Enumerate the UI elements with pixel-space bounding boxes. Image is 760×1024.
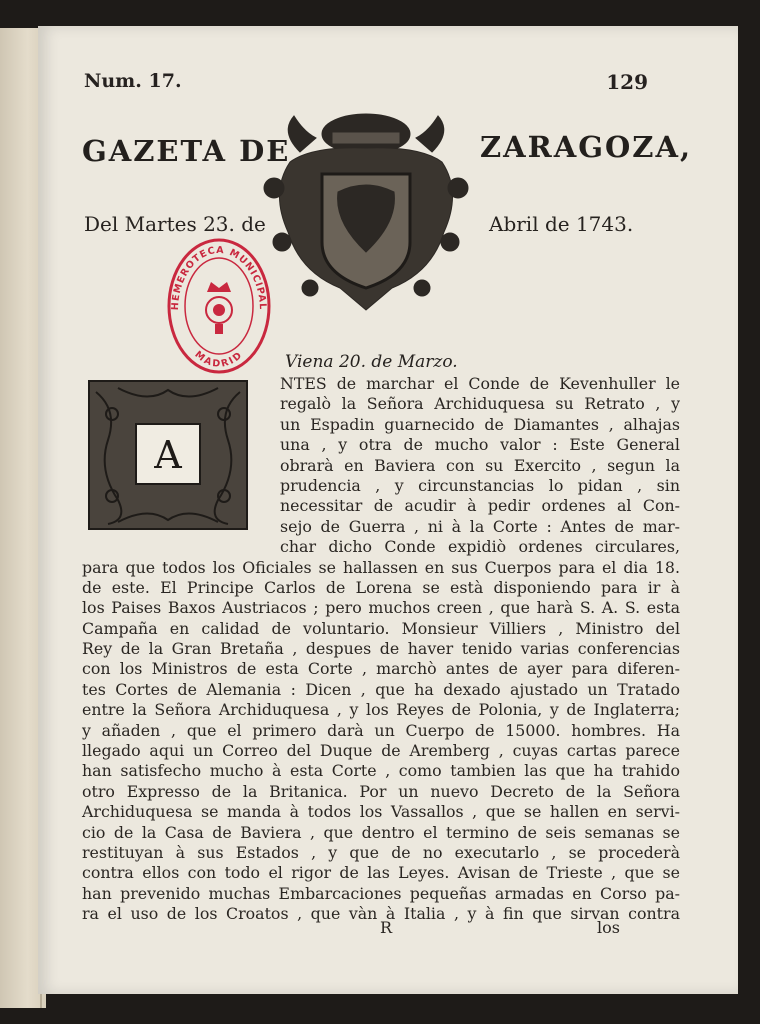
text-line: Campaña en calidad de voluntario. Monsieur Villiers , Ministro del — [82, 618, 680, 638]
text-line: restituyan à sus Estados , y que de no executarlo , se procederà — [82, 842, 680, 862]
stamp-bottom-text: MADRID — [192, 349, 246, 370]
text-line: los Paises Baxos Austriacos ; pero muchos creen , que harà S. A. S. esta — [82, 598, 680, 618]
text-line: prudencia , y circunstancias lo pidan , sin — [280, 475, 680, 495]
text-line: otro Expresso de la Britanica. Por un nuevo Decreto de la Señora — [82, 781, 680, 801]
text-line: entre la Señora Archiduquesa , y los Reyes de Polonia, y de Inglaterra; — [82, 700, 680, 720]
text-line: con los Ministros de esta Corte , marchò antes de ayer para diferen- — [82, 659, 680, 679]
coat-of-arms-emblem — [260, 92, 472, 316]
initial-letter: A — [154, 433, 182, 477]
issue-date-right: Abril de 1743. — [489, 212, 634, 236]
text-line: tes Cortes de Alemania : Dicen , que ha dexado ajustado un Tratado — [82, 679, 680, 699]
masthead-title-right: ZARAGOZA, — [480, 130, 693, 164]
text-line: y añaden , que el primero darà un Cuerpo de 15000. hombres. Ha — [82, 720, 680, 740]
text-line: han prevenido muchas Embarcaciones pequeñas armadas en Corso pa- — [82, 883, 680, 903]
library-stamp — [166, 236, 272, 376]
text-line: contra ellos con todo el rigor de las Leyes. Avisan de Trieste , que se — [82, 863, 680, 883]
page-number: 129 — [606, 70, 648, 94]
text-line: NTES de marchar el Conde de Kevenhuller le — [280, 374, 680, 393]
indented-lines — [280, 374, 680, 558]
article-body — [82, 370, 680, 925]
text-line: una , y otra de mucho valor : Este General — [280, 435, 680, 455]
newspaper-page — [38, 26, 738, 994]
text-line: regalò la Señora Archiduquesa su Retrato , y — [280, 394, 680, 414]
issue-number: Num. 17. — [84, 70, 182, 92]
text-line: char dicho Conde expidiò ordenes circulares, — [280, 537, 680, 557]
text-line: de este. El Principe Carlos de Lorena se està disponiendo para ir à — [82, 577, 680, 597]
catchword: los — [597, 918, 620, 937]
masthead-title-left: GAZETA DE — [82, 134, 291, 168]
text-line: Archiduquesa se manda à todos los Vassallos , que se hallen en servi- — [82, 802, 680, 822]
text-line: Rey de la Gran Bretaña , despues de haver tenido varias conferencias — [82, 639, 680, 659]
text-line: llegado aqui un Correo del Duque de Aremberg , cuyas cartas parece — [82, 741, 680, 761]
signature-mark: R — [380, 918, 393, 937]
text-line: para que todos los Oficiales se hallassen en sus Cuerpos para el dia 18. — [82, 557, 680, 577]
article-dateline: Viena 20. de Marzo. — [285, 352, 458, 372]
text-line: necessitar de acudir à pedir ordenes al Con- — [280, 496, 680, 516]
text-line: ra el uso de los Croatos , que vàn à Italia , y à fin que sirvan contra — [82, 904, 680, 924]
text-line: cio de la Casa de Baviera , que dentro el termino de seis semanas se — [82, 822, 680, 842]
stamp-top-text: HEMEROTECA MUNICIPAL — [169, 244, 269, 311]
issue-date-left: Del Martes 23. de — [84, 212, 266, 236]
text-line: un Espadin guarnecido de Diamantes , alhajas — [280, 414, 680, 434]
text-line: sejo de Guerra , ni à la Corte : Antes de mar- — [280, 516, 680, 536]
text-line: obrarà en Baviera con su Exercito , segun la — [280, 455, 680, 475]
text-line: han satisfecho mucho à esta Corte , como tambien las que ha trahido — [82, 761, 680, 781]
